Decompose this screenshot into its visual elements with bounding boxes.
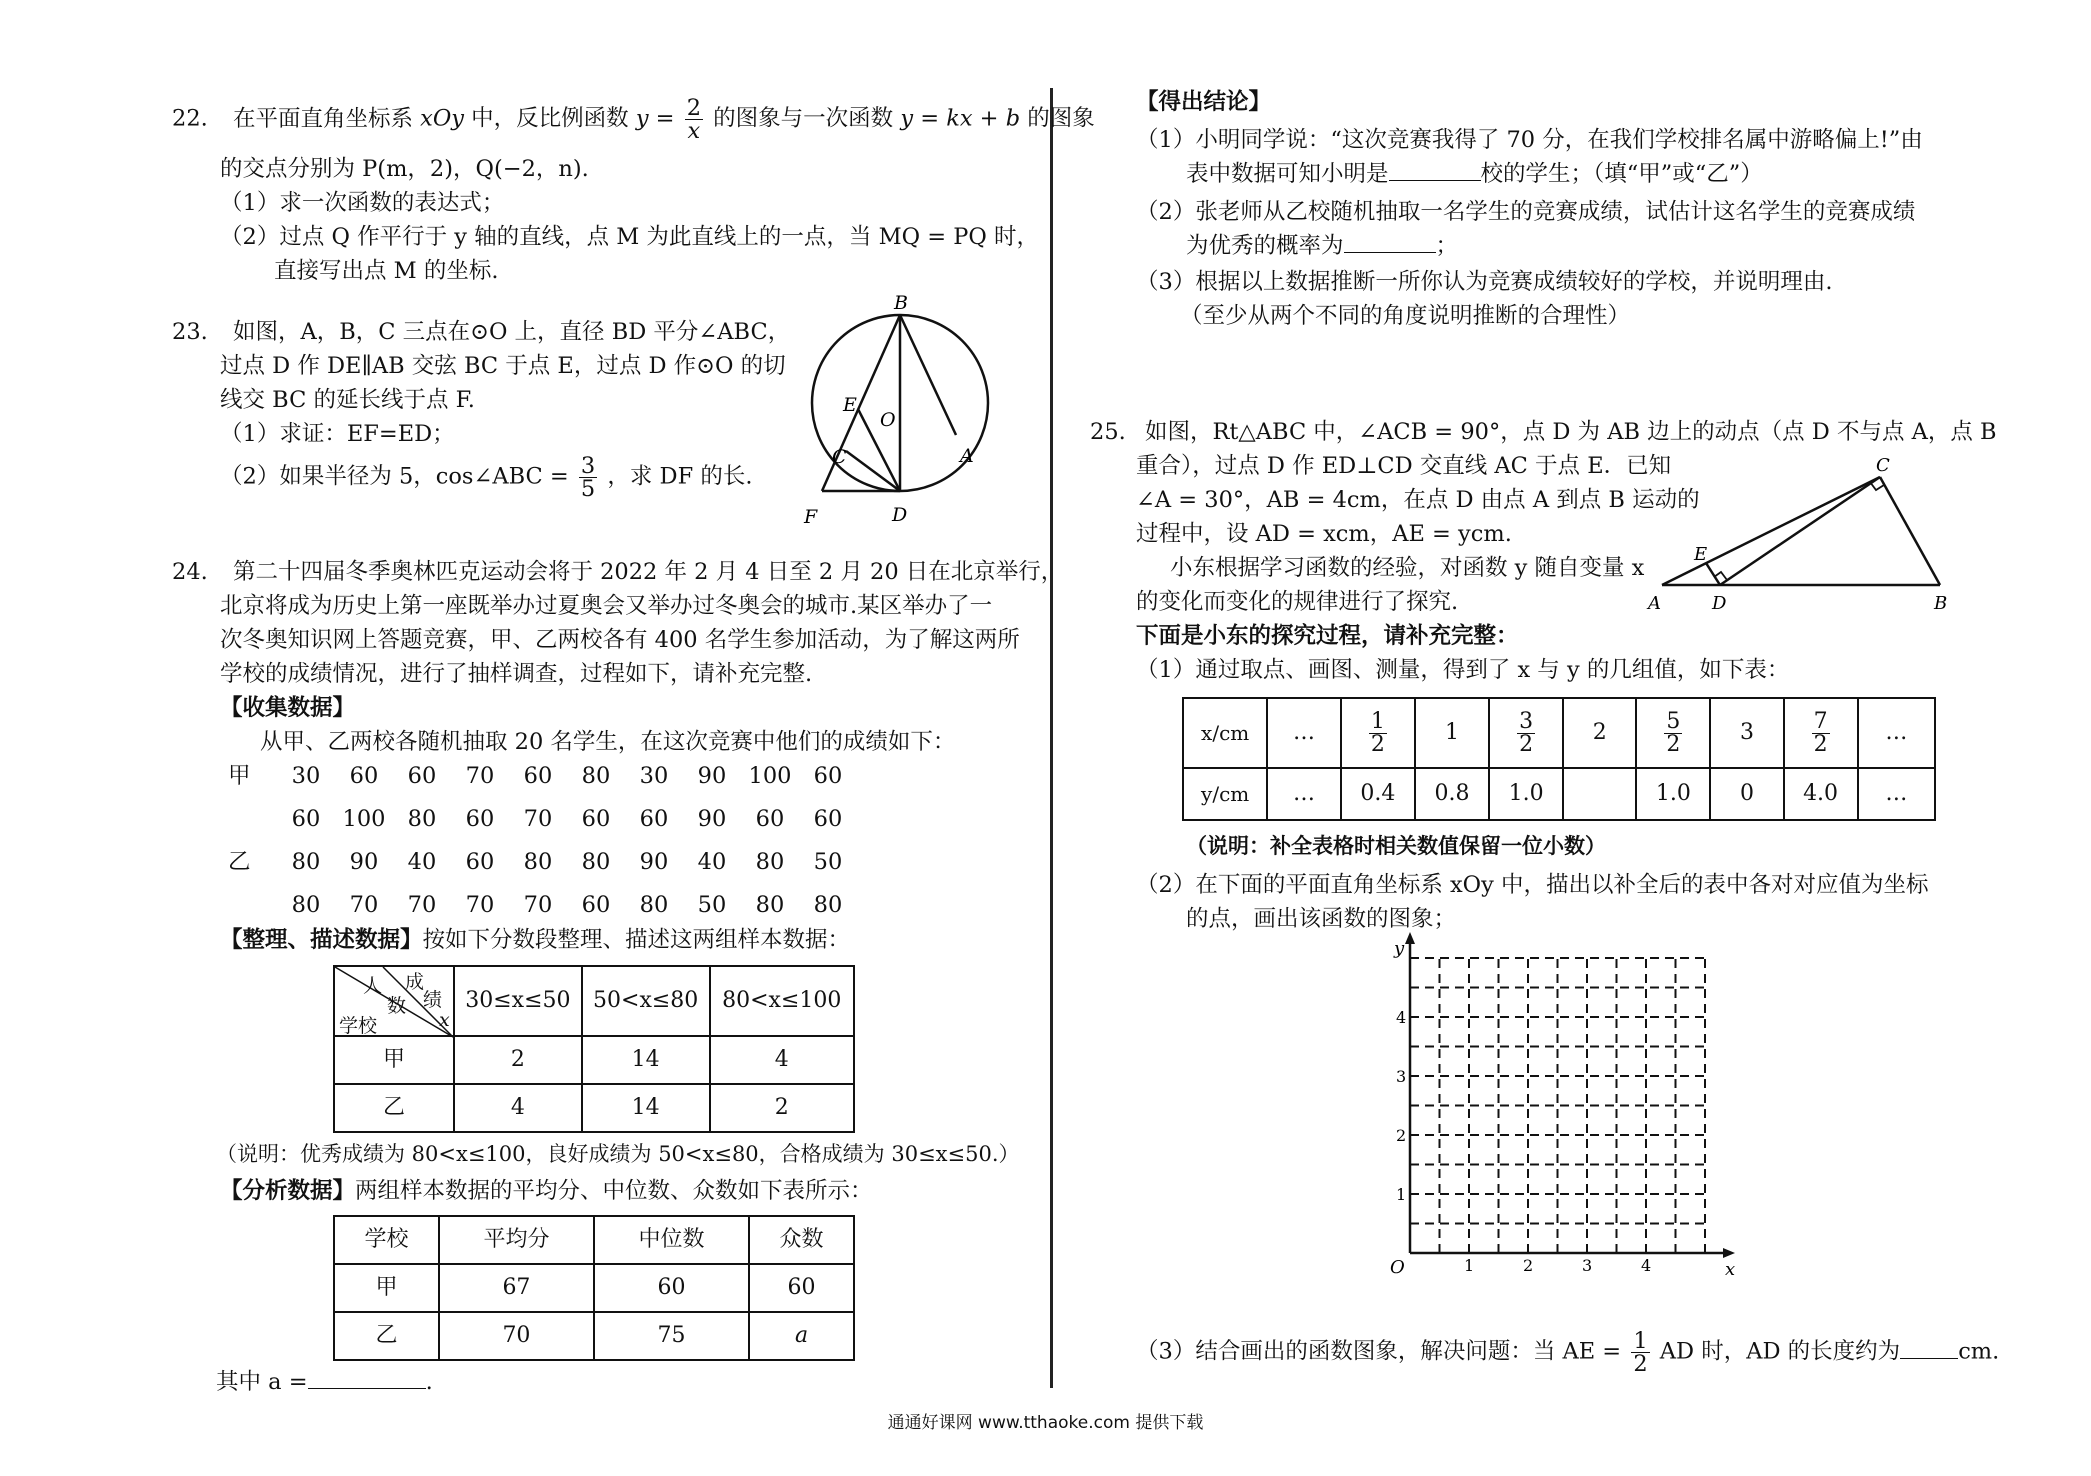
y-tick-label: 4 bbox=[1396, 1008, 1407, 1027]
segment-cd bbox=[846, 451, 900, 491]
score-value: 80 bbox=[291, 849, 321, 875]
q23-line3: 线交 BC 的延长线于点 F. bbox=[220, 387, 475, 413]
label-e: E bbox=[1694, 544, 1708, 565]
q24-line2: 北京将成为历史上第一座既举办过夏奥会又举办过冬奥会的城市.某区举办了一 bbox=[220, 593, 993, 619]
y-axis-label: y bbox=[1394, 938, 1405, 959]
label-f: F bbox=[804, 506, 818, 528]
label-b: B bbox=[894, 292, 908, 314]
answer-blank[interactable] bbox=[1344, 252, 1436, 253]
score-value: 30 bbox=[291, 763, 321, 789]
score-value: 60 bbox=[639, 806, 669, 832]
q22-line1: 22. 在平面直角坐标系 xOy 中，反比例函数 y = $\frac{2}{x}$ 的图象与一次函数 y = kx + b 的图象 bbox=[172, 95, 1095, 144]
col-header: 50<x≤80 bbox=[582, 966, 710, 1036]
q23-part2: （2）如果半径为 5，cos∠ABC = $\frac{3}{5}$ ，求 DF 的长. bbox=[220, 453, 753, 502]
statistics-table: 学校 平均分 中位数 众数 甲 67 60 60 乙 70 75 a bbox=[333, 1215, 855, 1361]
q23-line1: 23. 如图，A，B，C 三点在⊙O 上，直径 BD 平分∠ABC， bbox=[172, 319, 791, 345]
segment-cd bbox=[1720, 477, 1880, 585]
collect-data-desc: 从甲、乙两校各随机抽取 20 名学生，在这次竞赛中他们的成绩如下： bbox=[260, 729, 956, 755]
value-cell: … bbox=[1858, 768, 1935, 820]
where-a-line: 其中 a = . bbox=[216, 1369, 433, 1395]
conclusion-3: （3）根据以上数据推断一所你认为竞赛成绩较好的学校，并说明理由. bbox=[1136, 269, 1833, 295]
table-row bbox=[1183, 768, 1935, 820]
score-value: 60 bbox=[755, 806, 785, 832]
label-e: E bbox=[843, 394, 857, 416]
score-value: 90 bbox=[349, 849, 379, 875]
x-tick-label: 2 bbox=[1523, 1256, 1534, 1275]
label-d: D bbox=[1712, 593, 1727, 614]
score-value: 80 bbox=[291, 892, 321, 918]
conclusion-title: 【得出结论】 bbox=[1136, 89, 1272, 115]
score-value: 90 bbox=[639, 849, 669, 875]
score-value: 60 bbox=[465, 806, 495, 832]
conclusion-1-cont: 表中数据可知小明是 校的学生；（填“甲”或“乙”） bbox=[1186, 161, 1763, 187]
q25-part1: （1）通过取点、画图、测量，得到了 x 与 y 的几组值，如下表： bbox=[1136, 657, 1790, 683]
score-value: 50 bbox=[813, 849, 843, 875]
value-cell: 1 bbox=[1415, 698, 1489, 768]
value-cell: 0.4 bbox=[1341, 768, 1415, 820]
score-value: 70 bbox=[465, 892, 495, 918]
y-tick-label: 2 bbox=[1396, 1126, 1407, 1145]
score-value: 70 bbox=[523, 806, 553, 832]
q25-line2: 重合），过点 D 作 ED⊥CD 交直线 AC 于点 E．已知 bbox=[1136, 453, 1672, 479]
q24-line1: 24. 第二十四届冬季奥林匹克运动会将于 2022 年 2 月 4 日至 2 月 20 日在北京举行， bbox=[172, 559, 1064, 585]
school-jia-label: 甲 bbox=[228, 763, 251, 789]
answer-blank[interactable] bbox=[1389, 180, 1481, 181]
q23-part1: （1）求证：EF=ED； bbox=[220, 421, 455, 447]
q25-part2-cont: 的点，画出该函数的图象； bbox=[1186, 906, 1457, 932]
value-cell: 2 bbox=[1563, 698, 1636, 768]
coordinate-grid[interactable] bbox=[1370, 938, 1736, 1280]
q25-part2: （2）在下面的平面直角坐标系 xOy 中，描出以补全后的表中各对对应值为坐标 bbox=[1136, 872, 1929, 898]
value-cell: 3 bbox=[1710, 698, 1783, 768]
score-value: 80 bbox=[813, 892, 843, 918]
q25-part3: （3）结合画出的函数图象，解决问题：当 AE = $\frac{1}{2}$ AD 时，AD 的长度约为 cm. bbox=[1136, 1328, 2000, 1377]
q25-line7: 下面是小东的探究过程，请补充完整： bbox=[1136, 623, 1519, 649]
fraction-cell: $\frac{1}{2}$ bbox=[1341, 698, 1415, 768]
side-cb bbox=[1880, 477, 1940, 585]
score-value: 60 bbox=[581, 892, 611, 918]
fraction: $\frac{1}{2}$ bbox=[1633, 1328, 1648, 1377]
analyze-data-line: 【分析数据】两组样本数据的平均分、中位数、众数如下表所示： bbox=[220, 1178, 873, 1204]
score-value: 30 bbox=[639, 763, 669, 789]
score-value: 80 bbox=[639, 892, 669, 918]
q22-part1: （1）求一次函数的表达式； bbox=[220, 190, 505, 216]
score-value: 50 bbox=[697, 892, 727, 918]
score-value: 60 bbox=[407, 763, 437, 789]
table-row: 甲 67 60 60 bbox=[334, 1264, 854, 1312]
circle-figure bbox=[804, 285, 1010, 610]
label-a: A bbox=[1648, 593, 1661, 614]
x-tick-label: 4 bbox=[1641, 1256, 1652, 1275]
q25-line4: 过程中，设 AD = xcm，AE = ycm. bbox=[1136, 521, 1512, 547]
score-value: 100 bbox=[748, 763, 792, 789]
score-value: 40 bbox=[407, 849, 437, 875]
score-value: 100 bbox=[342, 806, 386, 832]
xy-value-table bbox=[1182, 697, 1936, 821]
x-arrow-icon bbox=[1723, 1248, 1735, 1258]
value-cell: … bbox=[1858, 698, 1935, 768]
table-row: 乙 4 14 2 bbox=[334, 1084, 854, 1132]
score-value: 70 bbox=[407, 892, 437, 918]
collect-data-title: 【收集数据】 bbox=[220, 695, 356, 721]
score-value: 80 bbox=[755, 892, 785, 918]
table-diagonal-header: 人 数 成 绩 x 学校 bbox=[334, 966, 454, 1036]
label-o: O bbox=[880, 409, 896, 431]
fraction-cell: $\frac{3}{2}$ bbox=[1489, 698, 1563, 768]
col-header: 30≤x≤50 bbox=[454, 966, 582, 1036]
fraction-cell: $\frac{7}{2}$ bbox=[1784, 698, 1858, 768]
score-value: 80 bbox=[581, 849, 611, 875]
fraction-cell: $\frac{5}{2}$ bbox=[1636, 698, 1710, 768]
score-value: 70 bbox=[349, 892, 379, 918]
score-value: 60 bbox=[813, 806, 843, 832]
table-row: 甲 2 14 4 bbox=[334, 1036, 854, 1084]
table-row: 乙 70 75 a bbox=[334, 1312, 854, 1360]
column-divider bbox=[1050, 88, 1053, 1388]
score-value: 60 bbox=[349, 763, 379, 789]
score-value: 60 bbox=[581, 806, 611, 832]
value-cell: 1.0 bbox=[1636, 768, 1710, 820]
q25-line3: ∠A = 30°，AB = 4cm，在点 D 由点 A 到点 B 运动的 bbox=[1136, 487, 1700, 513]
label-d: D bbox=[892, 504, 908, 526]
label-c: C bbox=[1876, 455, 1890, 476]
q23-line2: 过点 D 作 DE∥AB 交弦 BC 于点 E，过点 D 作⊙O 的切 bbox=[220, 353, 786, 379]
score-distribution-table bbox=[333, 965, 855, 1133]
label-b: B bbox=[1934, 593, 1948, 614]
origin-label: O bbox=[1390, 1257, 1405, 1278]
x-tick-label: 1 bbox=[1464, 1256, 1475, 1275]
x-tick-label: 3 bbox=[1582, 1256, 1593, 1275]
y-tick-label: 1 bbox=[1396, 1185, 1407, 1204]
x-axis-label: x bbox=[1725, 1259, 1736, 1280]
triangle-figure bbox=[1640, 457, 1960, 617]
score-value: 90 bbox=[697, 763, 727, 789]
conclusion-2: （2）张老师从乙校随机抽取一名学生的竞赛成绩，试估计这名学生的竞赛成绩 bbox=[1136, 199, 1916, 225]
table-note: （说明：补全表格时相关数值保留一位小数） bbox=[1186, 834, 1606, 858]
q22-line2: 的交点分别为 P(m，2)，Q(−2，n). bbox=[220, 156, 589, 182]
q25-line5: 小东根据学习函数的经验，对函数 y 随自变量 x bbox=[1170, 555, 1645, 581]
fraction: $\frac{3}{5}$ bbox=[580, 453, 596, 502]
value-cell: 4.0 bbox=[1784, 768, 1858, 820]
score-value: 80 bbox=[523, 849, 553, 875]
side-ac bbox=[1662, 477, 1880, 585]
score-value: 80 bbox=[407, 806, 437, 832]
value-cell: 0.8 bbox=[1415, 768, 1489, 820]
y-tick-label: 3 bbox=[1396, 1067, 1407, 1086]
score-value: 60 bbox=[523, 763, 553, 789]
conclusion-1: （1）小明同学说：“这次竞赛我得了 70 分，在我们学校排名属中游略偏上!”由 bbox=[1136, 127, 1923, 153]
label-c: C bbox=[832, 446, 847, 468]
row-header: x/cm bbox=[1183, 698, 1267, 768]
q24-line4: 学校的成绩情况，进行了抽样调查，过程如下，请补充完整. bbox=[220, 661, 813, 687]
page-footer: 通通好课网 www.tthaoke.com 提供下载 bbox=[887, 1413, 1204, 1433]
label-a: A bbox=[960, 445, 974, 467]
chord-ba bbox=[900, 315, 956, 435]
score-value: 70 bbox=[465, 763, 495, 789]
q22-part2: （2）过点 Q 作平行于 y 轴的直线，点 M 为此直线上的一点，当 MQ = PQ 时， bbox=[220, 224, 1039, 250]
col-header: 80<x≤100 bbox=[710, 966, 854, 1036]
score-value: 40 bbox=[697, 849, 727, 875]
score-value: 60 bbox=[291, 806, 321, 832]
q24-line3: 次冬奥知识网上答题竞赛，甲、乙两校各有 400 名学生参加活动，为了解这两所 bbox=[220, 627, 1020, 653]
answer-blank[interactable] bbox=[1900, 1358, 1958, 1359]
row-header: y/cm bbox=[1183, 768, 1267, 820]
question-number: 22. bbox=[172, 105, 208, 132]
score-value: 90 bbox=[697, 806, 727, 832]
fraction: $\frac{2}{x}$ bbox=[686, 95, 702, 144]
value-cell bbox=[1563, 768, 1636, 820]
value-cell: 0 bbox=[1710, 768, 1783, 820]
score-value: 60 bbox=[813, 763, 843, 789]
score-value: 80 bbox=[755, 849, 785, 875]
value-cell: … bbox=[1267, 768, 1341, 820]
value-cell: 1.0 bbox=[1489, 768, 1563, 820]
table-row bbox=[1183, 698, 1935, 768]
score-value: 70 bbox=[523, 892, 553, 918]
grade-note: （说明：优秀成绩为 80<x≤100，良好成绩为 50<x≤80，合格成绩为 30≤x≤50.） bbox=[216, 1142, 1020, 1166]
conclusion-3-cont: （至少从两个不同的角度说明推断的合理性） bbox=[1180, 303, 1631, 329]
q25-line1: 25. 如图，Rt△ABC 中，∠ACB = 90°，点 D 为 AB 边上的动点（点 D 不与点 A，点 B bbox=[1090, 419, 1997, 445]
q25-line6: 的变化而变化的规律进行了探究. bbox=[1136, 589, 1459, 615]
organize-data-line: 【整理、描述数据】按如下分数段整理、描述这两组样本数据： bbox=[220, 927, 851, 953]
answer-blank[interactable] bbox=[308, 1388, 426, 1389]
score-value: 60 bbox=[465, 849, 495, 875]
conclusion-2-cont: 为优秀的概率为 ； bbox=[1186, 233, 1459, 259]
score-value: 80 bbox=[581, 763, 611, 789]
q22-part2-cont: 直接写出点 M 的坐标. bbox=[274, 258, 499, 284]
value-cell: … bbox=[1267, 698, 1341, 768]
school-yi-label: 乙 bbox=[228, 849, 251, 875]
